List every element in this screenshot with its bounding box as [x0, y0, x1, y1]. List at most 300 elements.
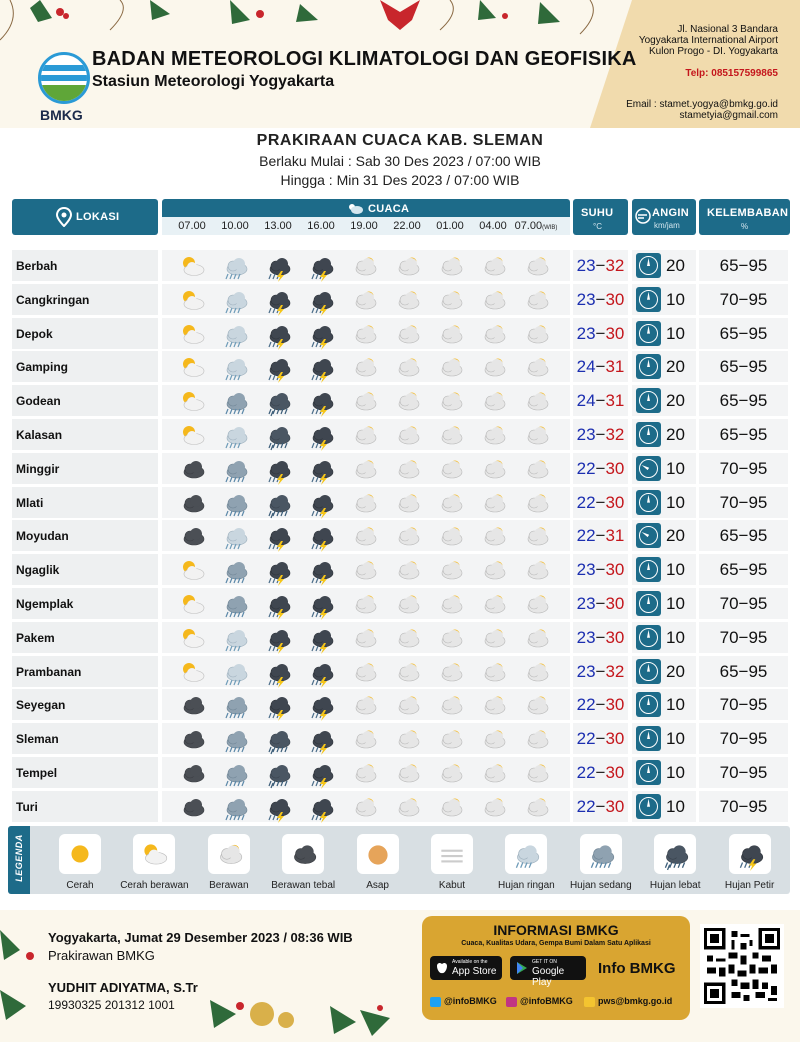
info-bmkg-panel	[422, 916, 690, 1020]
table-row	[12, 318, 788, 349]
header	[0, 0, 800, 128]
temp-min: 22	[576, 796, 596, 816]
temperature-cell	[573, 419, 628, 450]
thunderstorm-icon	[306, 455, 336, 482]
table-row	[12, 520, 788, 551]
weather-icon	[346, 201, 364, 215]
location-name: Gamping	[16, 360, 69, 375]
time-label-last	[515, 220, 558, 232]
humidity-cell	[699, 419, 788, 450]
heavy-rain-icon	[654, 834, 696, 874]
time-label: 01.00	[436, 220, 464, 232]
legend-item	[267, 830, 337, 892]
overcast-icon	[177, 455, 207, 482]
moderate-rain-icon	[220, 556, 250, 583]
time-label: 04.00	[479, 220, 507, 232]
temperature-cell	[573, 284, 628, 315]
humidity-range: 65−95	[719, 425, 768, 444]
temperature-cell	[573, 318, 628, 349]
location-cell	[12, 487, 158, 518]
thunderstorm-icon	[263, 691, 293, 718]
sunny-icon	[59, 834, 101, 874]
time-label: 13.00	[264, 220, 292, 232]
cloudy-icon	[349, 286, 379, 313]
overcast-icon	[177, 691, 207, 718]
cloudy-icon	[349, 759, 379, 786]
fog-icon	[431, 834, 473, 874]
location-cell	[12, 622, 158, 653]
suhu-label: SUHU	[581, 207, 614, 219]
address-line-3: Kulon Progo - DI. Yogyakarta	[649, 46, 778, 57]
wind-speed: 20	[666, 526, 685, 546]
legend-item	[714, 830, 784, 892]
cloudy-icon	[435, 658, 465, 685]
temp-max: 30	[605, 323, 625, 343]
haze-icon	[357, 834, 399, 874]
thunderstorm-icon	[306, 624, 336, 651]
table-row	[12, 453, 788, 484]
apple-icon	[436, 961, 448, 975]
table-row	[12, 419, 788, 450]
cloudy-icon	[521, 624, 551, 651]
thunderstorm-icon	[306, 387, 336, 414]
humidity-range: 70−95	[719, 492, 768, 512]
temp-max: 30	[605, 627, 625, 647]
wind-cell	[632, 487, 696, 518]
cloudy-icon	[478, 387, 508, 414]
light-rain-icon	[220, 658, 250, 685]
cuaca-label: CUACA	[368, 203, 410, 215]
email-2: stametyia@gmail.com	[679, 110, 778, 121]
app-store-button[interactable]	[430, 956, 502, 980]
google-play-button[interactable]	[510, 956, 586, 988]
google-play-icon	[516, 961, 528, 975]
humidity-cell	[699, 284, 788, 315]
table-row	[12, 791, 788, 822]
temp-max: 31	[605, 357, 625, 377]
location-name: Berbah	[16, 259, 58, 273]
cloudy-icon	[478, 353, 508, 380]
wind-speed: 10	[666, 763, 685, 782]
location-name: Tempel	[16, 766, 58, 780]
cloudy-icon	[435, 759, 465, 786]
temp-separator: −	[595, 289, 606, 309]
table-row	[12, 487, 788, 518]
info-subtitle: Cuaca, Kualitas Udara, Gempa Bumi Dalam Satu Aplikasi	[461, 940, 651, 947]
weather-cell	[162, 453, 570, 484]
cloudy-icon	[521, 793, 551, 820]
location-cell	[12, 520, 158, 551]
cloudy-icon	[521, 387, 551, 414]
instagram-link[interactable]	[506, 996, 573, 1007]
humidity-cell	[699, 689, 788, 720]
org-subtitle: Stasiun Meteorologi Yogyakarta	[92, 73, 335, 90]
legend-item	[416, 830, 486, 892]
partly-cloudy-icon	[177, 556, 207, 583]
time-label: 07.00	[514, 220, 543, 232]
header-lokasi	[12, 199, 158, 235]
legend-label: Berawan tebal	[271, 880, 336, 891]
weather-cell	[162, 250, 570, 281]
cloudy-icon	[392, 252, 422, 279]
legend-label: Cerah berawan	[120, 880, 189, 891]
moderate-rain-icon	[220, 387, 250, 414]
heavy-rain-icon	[263, 759, 293, 786]
overcast-icon	[177, 522, 207, 549]
qr-code[interactable]	[700, 924, 784, 1008]
light-rain-icon	[505, 834, 547, 874]
temp-separator: −	[595, 323, 606, 343]
thunderstorm-icon	[263, 624, 293, 651]
bmkg-logo-icon	[38, 52, 90, 104]
cloudy-icon	[208, 834, 250, 874]
moderate-rain-icon	[220, 590, 250, 617]
temperature-range	[573, 695, 628, 715]
location-cell	[12, 419, 158, 450]
table-row	[12, 622, 788, 653]
cloudy-icon	[392, 455, 422, 482]
legend-label: Berawan	[209, 880, 249, 891]
wind-direction-icon	[636, 591, 661, 616]
location-cell	[12, 656, 158, 687]
temperature-cell	[573, 554, 628, 585]
legend-label: Hujan sedang	[569, 880, 632, 891]
temperature-cell	[573, 351, 628, 382]
thunderstorm-icon	[263, 793, 293, 820]
temp-max: 32	[605, 425, 625, 444]
wind-direction-icon	[636, 794, 661, 819]
location-name: Depok	[16, 326, 53, 341]
wind-direction-icon	[636, 287, 661, 312]
heavy-rain-icon	[263, 725, 293, 752]
forecaster-name: YUDHIT ADIYATMA, S.Tr	[48, 980, 198, 995]
weather-cell	[162, 588, 570, 619]
temp-min: 23	[576, 289, 596, 309]
cloudy-icon	[392, 286, 422, 313]
humidity-cell	[699, 554, 788, 585]
wind-speed: 10	[666, 458, 685, 478]
temperature-cell	[573, 723, 628, 754]
temp-min: 23	[576, 256, 596, 275]
wind-direction-icon	[636, 422, 661, 447]
page-title: PRAKIRAAN CUACA KAB. SLEMAN	[256, 132, 544, 149]
address-line-2: Yogyakarta International Airport	[638, 35, 778, 46]
thunderstorm-icon	[306, 252, 336, 279]
temperature-cell	[573, 791, 628, 822]
weather-cell	[162, 723, 570, 754]
wind-speed: 10	[666, 796, 685, 816]
forecaster-nip: 19930325 201312 1001	[48, 998, 175, 1012]
thunderstorm-icon	[306, 691, 336, 718]
temperature-cell	[573, 385, 628, 416]
legend-item	[193, 830, 263, 892]
cloudy-icon	[521, 286, 551, 313]
legend-label: Cerah	[66, 880, 94, 891]
weather-cell	[162, 351, 570, 382]
temperature-cell	[573, 757, 628, 788]
wind-cell	[632, 385, 696, 416]
thunderstorm-icon	[306, 556, 336, 583]
cloudy-icon	[478, 658, 508, 685]
location-cell	[12, 385, 158, 416]
cloudy-icon	[349, 522, 379, 549]
wind-speed: 20	[666, 357, 685, 377]
wind-cell	[632, 554, 696, 585]
wind-speed: 20	[666, 661, 685, 681]
cloudy-icon	[521, 455, 551, 482]
temp-min: 22	[576, 526, 596, 546]
location-pin-icon	[56, 207, 72, 227]
thunderstorm-icon	[306, 793, 336, 820]
location-name: Ngemplak	[16, 597, 74, 611]
temperature-range	[573, 493, 628, 513]
wind-direction-icon	[636, 523, 661, 548]
cloudy-icon	[392, 421, 422, 448]
cloudy-icon	[435, 252, 465, 279]
weather-cell	[162, 284, 570, 315]
temperature-range	[573, 290, 628, 310]
cloudy-icon	[521, 725, 551, 752]
wind-cell	[632, 622, 696, 653]
temp-min: 22	[576, 458, 596, 478]
humidity-cell	[699, 757, 788, 788]
cloudy-icon	[349, 793, 379, 820]
temp-max: 30	[605, 492, 625, 512]
wind-speed: 10	[666, 627, 685, 647]
location-name: Godean	[16, 394, 61, 409]
legend-label: Asap	[366, 880, 389, 891]
location-cell	[12, 453, 158, 484]
legend-item	[342, 830, 412, 892]
humidity-cell	[699, 622, 788, 653]
temp-separator: −	[595, 661, 606, 681]
temp-separator: −	[595, 391, 606, 411]
cloudy-icon	[392, 759, 422, 786]
header-cuaca	[162, 199, 570, 235]
cloudy-icon	[392, 658, 422, 685]
thunderstorm-icon	[306, 725, 336, 752]
thunderstorm-icon	[306, 320, 336, 347]
cloudy-icon	[478, 522, 508, 549]
wind-cell	[632, 351, 696, 382]
cloudy-icon	[521, 556, 551, 583]
temperature-range	[573, 526, 628, 546]
thunderstorm-icon	[263, 522, 293, 549]
temp-max: 31	[605, 526, 625, 546]
cloudy-icon	[392, 387, 422, 414]
partly-cloudy-icon	[177, 353, 207, 380]
cloudy-icon	[478, 725, 508, 752]
location-name: Pakem	[16, 630, 55, 645]
thunderstorm-icon	[263, 252, 293, 279]
cloudy-icon	[521, 522, 551, 549]
temp-separator: −	[595, 560, 606, 580]
org-title: BADAN METEOROLOGI KLIMATOLOGI DAN GEOFISIKA	[92, 48, 637, 70]
humidity-range: 65−95	[719, 256, 768, 275]
partly-cloudy-icon	[177, 320, 207, 347]
wind-speed: 10	[666, 594, 685, 613]
wind-cell	[632, 723, 696, 754]
cloudy-icon	[349, 455, 379, 482]
cloudy-icon	[521, 590, 551, 617]
partly-cloudy-icon	[177, 590, 207, 617]
weather-cell	[162, 791, 570, 822]
header-suhu	[573, 199, 628, 235]
temperature-cell	[573, 689, 628, 720]
temperature-cell	[573, 453, 628, 484]
temp-max: 30	[605, 594, 625, 613]
wind-cell	[632, 656, 696, 687]
table-row	[12, 385, 788, 416]
twitter-icon	[430, 997, 441, 1007]
location-name: Moyudan	[16, 529, 69, 544]
cloudy-icon	[478, 590, 508, 617]
cloudy-icon	[435, 624, 465, 651]
temp-min: 22	[576, 729, 596, 749]
cloudy-icon	[435, 725, 465, 752]
time-label: 16.00	[307, 220, 335, 232]
overcast-icon	[282, 834, 324, 874]
temperature-cell	[573, 588, 628, 619]
email-icon	[584, 997, 595, 1007]
cloudy-icon	[521, 691, 551, 718]
humidity-range: 70−95	[719, 695, 768, 715]
issue-date: Yogyakarta, Jumat 29 Desember 2023 / 08:36 WIB	[48, 930, 353, 945]
location-cell	[12, 757, 158, 788]
cloudy-icon	[478, 556, 508, 583]
time-row	[162, 217, 570, 235]
temperature-range	[573, 662, 628, 682]
wind-speed: 10	[666, 729, 685, 749]
legend-item	[44, 830, 114, 892]
thunderstorm-icon	[263, 556, 293, 583]
temperature-cell	[573, 520, 628, 551]
twitter-link[interactable]	[430, 996, 497, 1007]
cloudy-icon	[349, 421, 379, 448]
temperature-range	[573, 594, 628, 614]
legend-item	[639, 830, 709, 892]
temp-max: 31	[605, 391, 625, 411]
cloudy-icon	[435, 421, 465, 448]
valid-to: Hingga : Min 31 Des 2023 / 07:00 WIB	[280, 172, 520, 188]
moderate-rain-icon	[220, 725, 250, 752]
app-name: Info BMKG	[598, 960, 676, 977]
email-link[interactable]	[584, 996, 672, 1007]
light-rain-icon	[220, 320, 250, 347]
thunderstorm-icon	[306, 590, 336, 617]
wind-cell	[632, 250, 696, 281]
table-row	[12, 250, 788, 281]
table-row	[12, 723, 788, 754]
valid-from: Berlaku Mulai : Sab 30 Des 2023 / 07:00 WIB	[259, 153, 541, 169]
temperature-cell	[573, 656, 628, 687]
app-store-small: Available on the	[452, 959, 488, 965]
thunderstorm-icon	[306, 759, 336, 786]
address-line-1: Jl. Nasional 3 Bandara	[677, 24, 778, 35]
thunderstorm-icon	[306, 353, 336, 380]
temp-max: 30	[605, 796, 625, 816]
cloudy-icon	[392, 590, 422, 617]
cloudy-icon	[349, 590, 379, 617]
temp-min: 24	[576, 391, 596, 411]
location-name: Kalasan	[16, 428, 63, 442]
legend-label: Kabut	[438, 880, 466, 891]
humidity-cell	[699, 588, 788, 619]
humidity-range: 65−95	[719, 526, 768, 546]
wind-icon	[634, 207, 652, 225]
suhu-unit: °C	[593, 222, 602, 231]
wind-direction-icon	[636, 557, 661, 582]
cloudy-icon	[478, 624, 508, 651]
thunderstorm-icon	[306, 421, 336, 448]
location-cell	[12, 318, 158, 349]
moderate-rain-icon	[220, 691, 250, 718]
cloudy-icon	[478, 793, 508, 820]
wind-direction-icon	[636, 692, 661, 717]
temp-max: 30	[605, 560, 625, 580]
humidity-range: 70−95	[719, 627, 768, 647]
instagram-handle: @infoBMKG	[520, 996, 573, 1006]
cloudy-icon	[349, 658, 379, 685]
temp-min: 23	[576, 323, 596, 343]
cloudy-icon	[349, 691, 379, 718]
temperature-range	[573, 797, 628, 817]
wind-cell	[632, 284, 696, 315]
cloudy-icon	[478, 489, 508, 516]
location-cell	[12, 284, 158, 315]
cloudy-icon	[478, 691, 508, 718]
weather-cell	[162, 419, 570, 450]
weather-cell	[162, 487, 570, 518]
weather-cell	[162, 554, 570, 585]
google-play-small: GET IT ON	[532, 959, 557, 965]
cloudy-icon	[435, 590, 465, 617]
temp-separator: −	[595, 357, 606, 377]
cloudy-icon	[435, 387, 465, 414]
wind-direction-icon	[636, 321, 661, 346]
heavy-rain-icon	[263, 421, 293, 448]
temp-max: 30	[605, 695, 625, 715]
cloudy-icon	[349, 556, 379, 583]
thunderstorm-icon	[263, 590, 293, 617]
wind-direction-icon	[636, 659, 661, 684]
legend-label: Hujan ringan	[498, 880, 555, 891]
weather-cell	[162, 622, 570, 653]
temp-separator: −	[595, 492, 606, 512]
cloudy-icon	[392, 793, 422, 820]
humidity-range: 70−95	[719, 458, 768, 478]
humidity-cell	[699, 487, 788, 518]
cloudy-icon	[521, 759, 551, 786]
weather-cell	[162, 385, 570, 416]
cloudy-icon	[435, 691, 465, 718]
temp-max: 32	[605, 256, 625, 275]
overcast-icon	[177, 793, 207, 820]
legend-item	[118, 830, 188, 892]
temp-separator: −	[595, 526, 606, 546]
partly-cloudy-icon	[177, 387, 207, 414]
location-name: Mlati	[16, 495, 44, 510]
cloudy-icon	[392, 353, 422, 380]
moderate-rain-icon	[220, 759, 250, 786]
temperature-range	[573, 256, 628, 276]
thunderstorm-icon	[263, 320, 293, 347]
qr-code-icon	[704, 928, 780, 1004]
light-rain-icon	[220, 252, 250, 279]
cloudy-icon	[435, 455, 465, 482]
thunderstorm-icon	[306, 522, 336, 549]
partly-cloudy-icon	[177, 658, 207, 685]
